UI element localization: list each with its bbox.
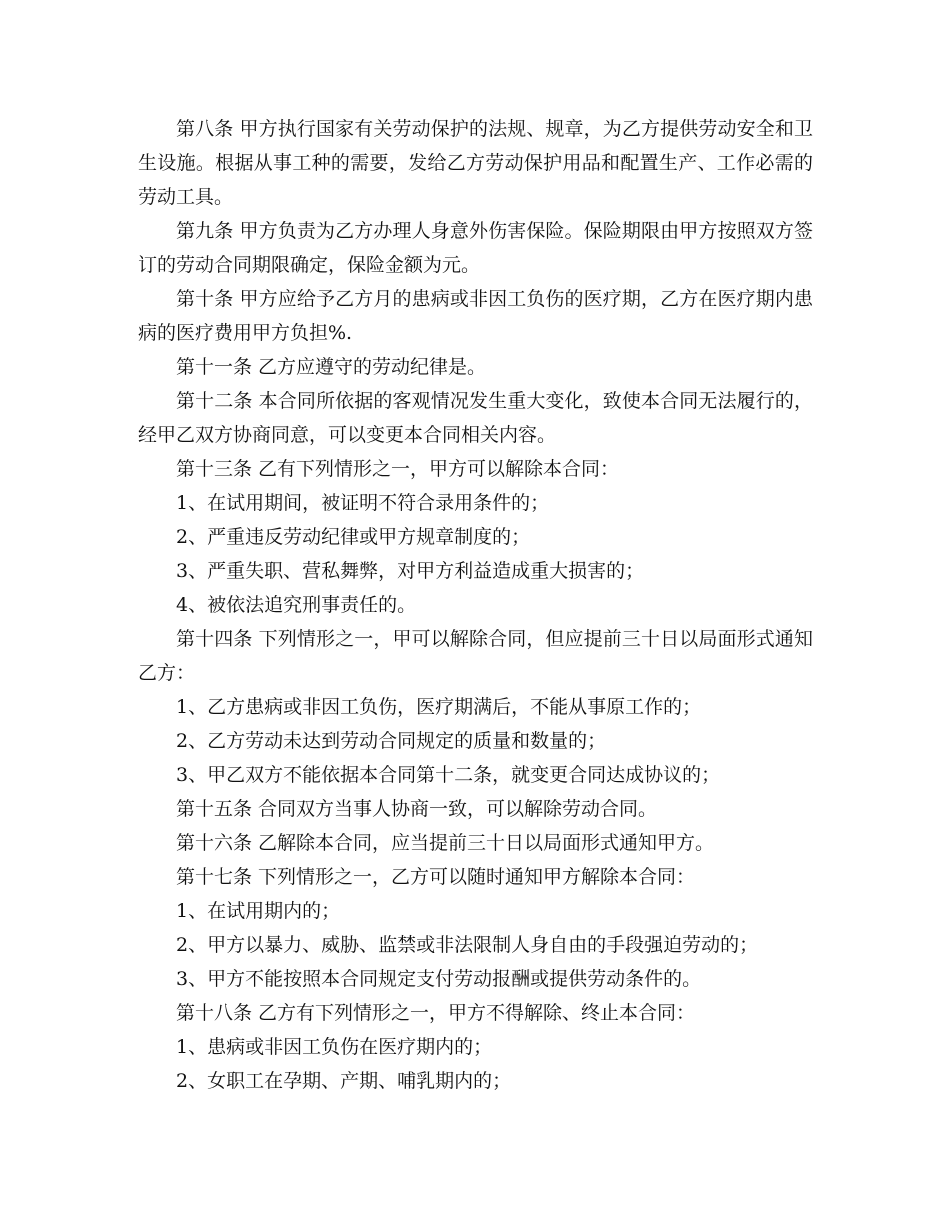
list-item-18-2: 2、女职工在孕期、产期、哺乳期内的； xyxy=(176,1070,512,1092)
list-item-17-3: 3、甲方不能按照本合同规定支付劳动报酬或提供劳动条件的。 xyxy=(176,968,702,990)
paragraph-article-18: 第十八条 乙方有下列情形之一，甲方不得解除、终止本合同： xyxy=(176,1002,696,1024)
paragraph-article-16: 第十六条 乙解除本合同，应当提前三十日以局面形式通知甲方。 xyxy=(176,832,715,854)
list-item-13-3: 3、严重失职、营私舞弊，对甲方利益造成重大损害的； xyxy=(176,560,645,582)
list-item-13-4: 4、被依法追究刑事责任的。 xyxy=(176,594,417,616)
paragraph-article-11: 第十一条 乙方应遵守的劳动纪律是。 xyxy=(176,356,487,378)
list-item-14-1: 1、乙方患病或非因工负伤，医疗期满后，不能从事原工作的； xyxy=(176,696,702,718)
list-item-18-1: 1、患病或非因工负伤在医疗期内的； xyxy=(176,1036,493,1058)
paragraph-article-15: 第十五条 合同双方当事人协商一致，可以解除劳动合同。 xyxy=(176,798,658,820)
list-item-14-3: 3、甲乙双方不能依据本合同第十二条，就变更合同达成协议的； xyxy=(176,764,721,786)
paragraph-article-13: 第十三条 乙有下列情形之一，甲方可以解除本合同： xyxy=(176,458,620,480)
list-item-17-1: 1、在试用期内的； xyxy=(176,900,341,922)
document-body xyxy=(138,112,813,1098)
list-item-14-2: 2、乙方劳动未达到劳动合同规定的质量和数量的； xyxy=(176,730,607,752)
list-item-13-2: 2、严重违反劳动纪律或甲方规章制度的； xyxy=(176,526,531,548)
list-item-17-2: 2、甲方以暴力、威胁、监禁或非法限制人身自由的手段强迫劳动的； xyxy=(176,934,759,956)
paragraph-article-8: 第八条 甲方执行国家有关劳动保护的法规、规章，为乙方提供劳动安全和卫生设施。根据从事工种的需要，发给乙方劳动保护用品和配置生产、工作必需的劳动工具。 xyxy=(138,118,813,208)
paragraph-article-9: 第九条 甲方负责为乙方办理人身意外伤害保险。保险期限由甲方按照双方签订的劳动合同期限确定，保险金额为元。 xyxy=(138,220,813,276)
paragraph-article-17: 第十七条 下列情形之一，乙方可以随时通知甲方解除本合同： xyxy=(176,866,696,888)
list-item-13-1: 1、在试用期间，被证明不符合录用条件的； xyxy=(176,492,550,514)
paragraph-article-10: 第十条 甲方应给予乙方月的患病或非因工负伤的医疗期，乙方在医疗期内患病的医疗费用甲方负担%. xyxy=(138,288,813,344)
paragraph-article-14: 第十四条 下列情形之一，甲可以解除合同，但应提前三十日以局面形式通知乙方： xyxy=(138,628,813,684)
paragraph-article-12: 第十二条 本合同所依据的客观情况发生重大变化，致使本合同无法履行的，经甲乙双方协商同意，可以变更本合同相关内容。 xyxy=(138,390,813,446)
